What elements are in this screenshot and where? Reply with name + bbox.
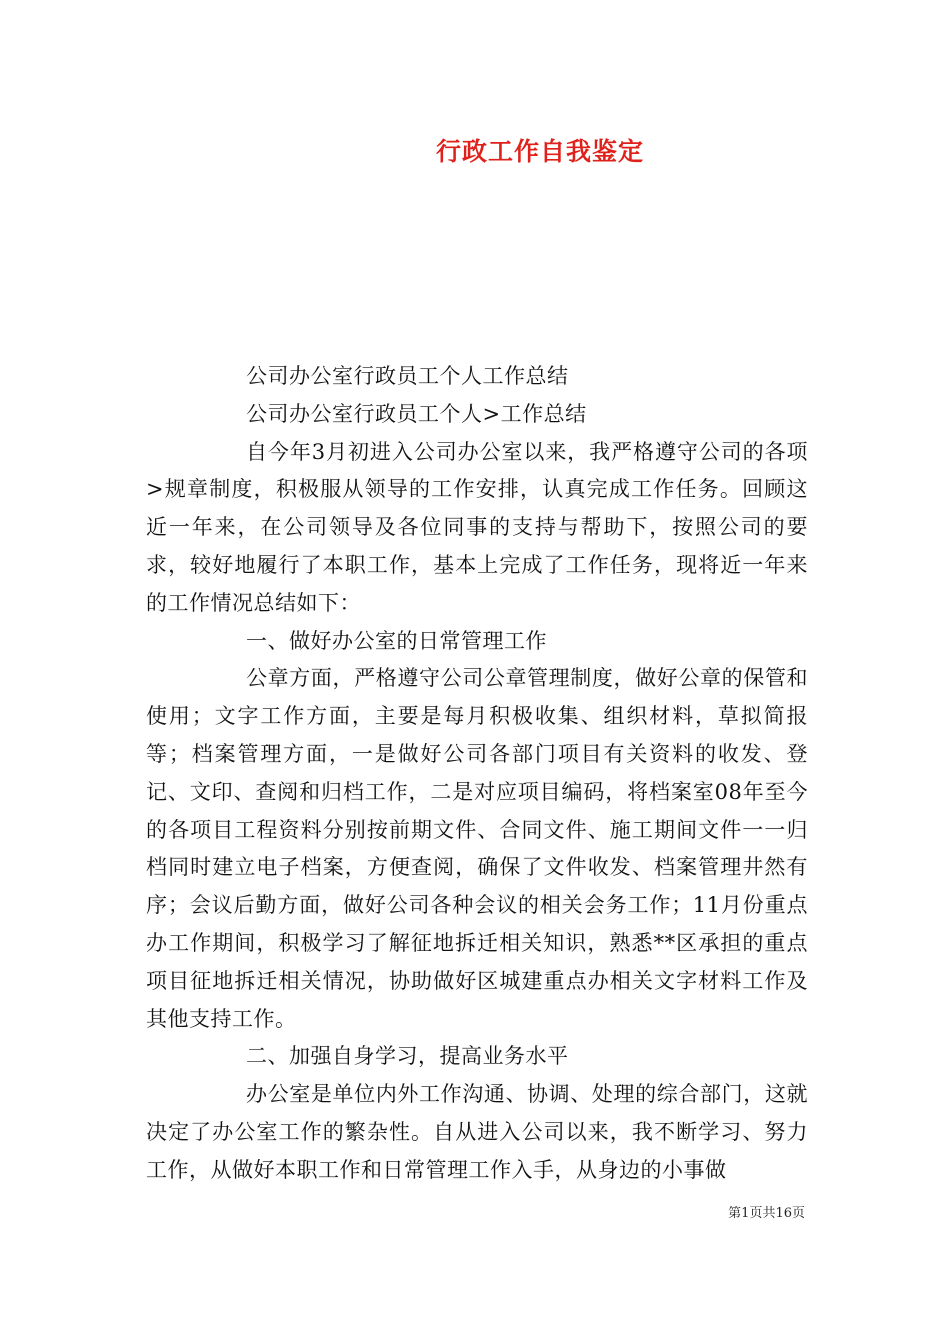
paragraph-section-2: 办公室是单位内外工作沟通、协调、处理的综合部门，这就决定了办公室工作的繁杂性。自从进入公司以来，我不断学习、努力工作，从做好本职工作和日常管理工作入手，从身边的小事做 <box>146 1082 808 1182</box>
paragraph-intro: 自今年3月初进入公司办公室以来，我严格遵守公司的各项>规章制度，积极服从领导的工作安排，认真完成工作任务。回顾这近一年来，在公司领导及各位同事的支持与帮助下，按照公司的要求，较好地履行了本职工作，基本上完成了工作任务，现将近一年来的工作情况总结如下： <box>146 439 808 615</box>
document-title: 行政工作自我鉴定 <box>435 137 644 166</box>
section-heading-1: 一、做好办公室的日常管理工作 <box>246 628 547 653</box>
section-heading-2: 二、加强自身学习，提高业务水平 <box>246 1044 569 1069</box>
paragraph-heading-2: 公司办公室行政员工个人>工作总结 <box>246 401 587 426</box>
paragraph-heading-1: 公司办公室行政员工个人工作总结 <box>246 364 569 388</box>
document-body <box>146 358 808 1190</box>
page-number: 第1页共16页 <box>728 1206 805 1221</box>
paragraph-section-1: 公章方面，严格遵守公司公章管理制度，做好公章的保管和使用；文字工作方面，主要是每月积极收集、组织材料，草拟简报等；档案管理方面，一是做好公司各部门项目有关资料的收发、登记、文印、查阅和归档工作，二是对应项目编码，将档案室08年至今的各项目工程资料分别按前期文件、合同文件、施工期间文件一一归档同时建立电子档案，方便查阅，确保了文件收发、档案管理井然有序；会议后勤方面，做好公司各种会议的相关会务工作；11月份重点办工作期间，积极学习了解征地拆迁相关知识，熟悉**区承担的重点项目征地拆迁相关情况，协助做好区城建重点办相关文字材料工作及其他支持工作。 <box>146 666 808 1031</box>
